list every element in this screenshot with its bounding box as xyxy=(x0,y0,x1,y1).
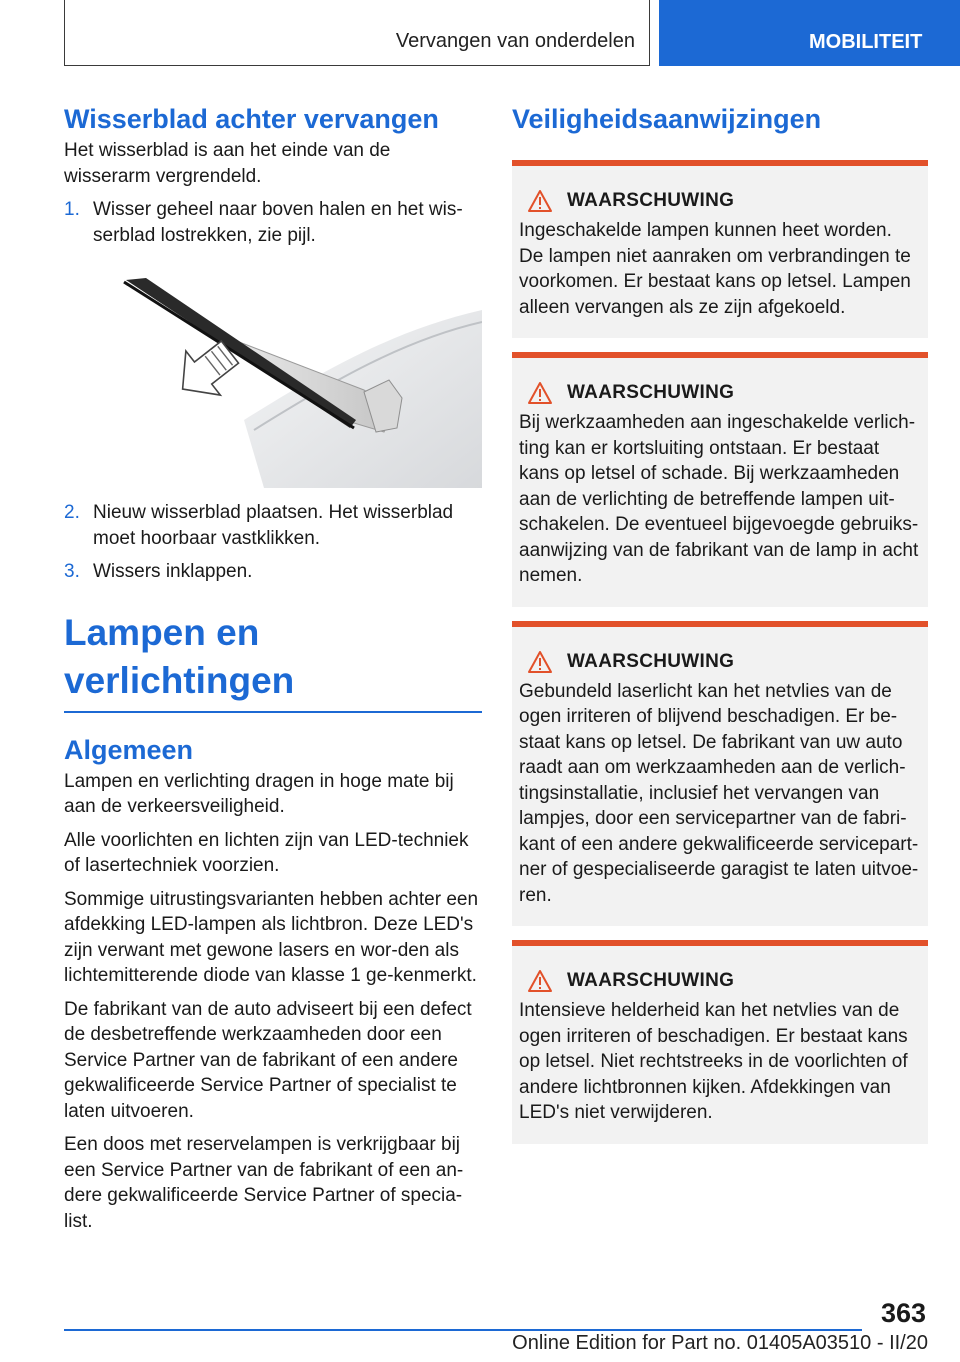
right-column xyxy=(512,102,928,1158)
page-number: 363 xyxy=(880,1298,926,1328)
warning-triangle-icon xyxy=(527,381,553,405)
chapter-tab xyxy=(659,0,960,66)
warning-title-row xyxy=(519,380,920,406)
step-text: Wisser geheel naar boven halen en het wis-serblad lostrekken, zie pijl. xyxy=(93,199,463,246)
step-text: Wissers inklappen. xyxy=(93,561,253,582)
wiper-intro: Het wisserblad is aan het einde van de wisserarm vergrendeld. xyxy=(64,140,391,187)
wiper-steps-continued xyxy=(64,500,482,585)
warning-title: WAARSCHUWING xyxy=(567,382,735,403)
step-item xyxy=(64,500,482,551)
lamps-heading: Lampen en verlichtingen xyxy=(64,611,295,701)
heading-rule xyxy=(64,711,482,713)
warning-text: Intensieve helderheid kan het netvlies van de ogen irriteren of beschadigen. Er bestaat kans op letsel. Niet rechtstreeks in de voorlichten of andere lichtbronnen kijken. Afdekkingen van LED's niet verwijderen. xyxy=(519,1000,908,1123)
chapter-label: MOBILITEIT xyxy=(809,31,923,53)
warning-triangle-icon xyxy=(527,650,553,674)
warning-box xyxy=(512,160,928,338)
warnings-list xyxy=(512,160,928,1144)
edition-note: Online Edition for Part no. 01405A03510 - II/20 xyxy=(512,1332,928,1354)
section-title: Vervangen van onderdelen xyxy=(395,30,635,52)
warning-box xyxy=(512,352,928,607)
safety-heading: Veiligheidsaanwijzingen xyxy=(512,104,822,134)
wiper-steps xyxy=(64,197,482,248)
paragraph: Sommige uitrustingsvarianten hebben achter een afdekking LED-lampen als lichtbron. Deze LED's zijn verwant met gewone lasers en wor-den als lichtemitterende diode van klasse 1 ge-kenmerkt. xyxy=(64,888,479,986)
step-item xyxy=(64,559,482,585)
wiper-illustration xyxy=(64,270,482,488)
warning-title: WAARSCHUWING xyxy=(567,650,735,672)
left-column xyxy=(64,102,482,1234)
warning-box xyxy=(512,621,928,927)
paragraph: Lampen en verlichting dragen in hoge mate bij aan de verkeersveiligheid. xyxy=(64,770,454,817)
step-number: 3. xyxy=(64,561,80,582)
warning-title-row xyxy=(519,649,920,675)
step-number: 2. xyxy=(64,502,80,523)
step-item xyxy=(64,197,482,248)
warning-triangle-icon xyxy=(527,189,553,213)
footer-rule xyxy=(64,1329,862,1331)
step-number: 1. xyxy=(64,199,80,220)
general-heading: Algemeen xyxy=(64,734,194,765)
paragraph: Alle voorlichten en lichten zijn van LED-techniek of lasertechniek voorzien. xyxy=(64,829,469,876)
warning-triangle-icon xyxy=(527,969,553,993)
warning-box xyxy=(512,940,928,1144)
warning-title-row xyxy=(519,968,920,994)
warning-text: Ingeschakelde lampen kunnen heet worden. De lampen niet aanraken om verbrandingen te voorkomen. Er bestaat kans op letsel. Lampen alleen vervangen als ze zijn afgekoeld. xyxy=(519,220,911,318)
paragraph: De fabrikant van de auto adviseert bij een defect de desbetreffende werkzaamheden door een Service Partner van de fabrikant of een andere gekwalificeerde Service Partner of specialist te laten uitvoeren. xyxy=(64,998,472,1122)
warning-text: Gebundeld laserlicht kan het netvlies van de ogen irriteren of blijvend beschadigen. Er be-staat kans op letsel. De fabrikant van uw auto raadt aan om werkzaamheden aan de verlich-tingsinstallatie, inclusief het vervangen van lampjes, door een servicepartner van de fabri-kant of een andere gekwalificeerde servicepart-ner of gespecialiseerde garagist te laten uitvoe-ren. xyxy=(519,680,919,906)
page-header xyxy=(0,0,960,66)
wiper-heading: Wisserblad achter vervangen xyxy=(64,104,439,134)
warning-title: WAARSCHUWING xyxy=(567,190,735,211)
warning-text: Bij werkzaamheden aan ingeschakelde verlich-ting kan er kortsluiting ontstaan. Er bestaat kans op letsel of schade. Bij werkzaamheden aan de verlichting de betreffende lampen uit-schakelen. De eventueel bijgevoegde gebruiks-aanwijzing van de fabrikant van de lamp in acht nemen. xyxy=(519,412,919,586)
general-paragraphs xyxy=(64,769,482,1235)
step-text: Nieuw wisserblad plaatsen. Het wisserblad moet hoorbaar vastklikken. xyxy=(93,502,454,549)
paragraph: Een doos met reservelampen is verkrijgbaar bij een Service Partner van de fabrikant of een an-dere gekwalificeerde Service Partner of specia-list. xyxy=(64,1134,464,1232)
warning-title-row xyxy=(519,188,920,214)
warning-title: WAARSCHUWING xyxy=(567,970,735,991)
section-header-box xyxy=(64,0,650,66)
